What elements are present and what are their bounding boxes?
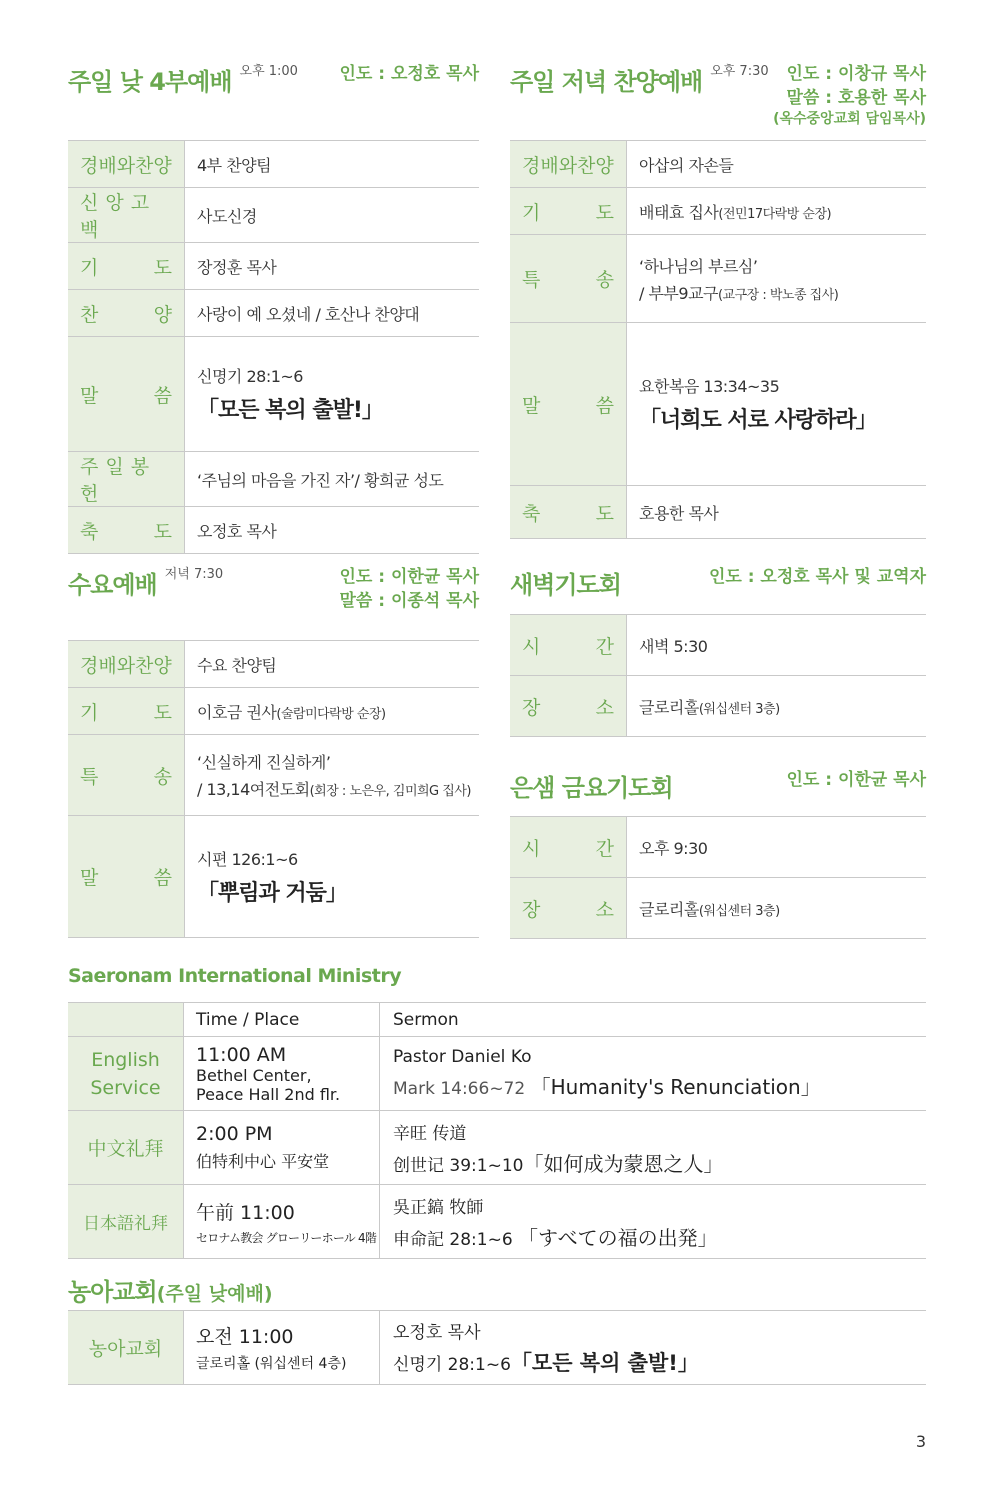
- sermon-title: 「모든 복의 출발!」: [510, 1351, 699, 1375]
- row-label: 시: [522, 635, 541, 658]
- section-title: 농아교회: [68, 1278, 157, 1306]
- row-label: 도: [153, 256, 172, 279]
- evening-heading: [510, 62, 769, 97]
- row-label: 씀: [153, 384, 172, 407]
- table-row: [68, 641, 479, 688]
- friday-section: [510, 768, 926, 940]
- table-row: [68, 507, 479, 554]
- page-number: 3: [915, 1432, 926, 1451]
- table-row: [68, 1037, 926, 1111]
- performer: / 13,14여전도회: [197, 780, 310, 799]
- row-label: 도: [153, 701, 172, 724]
- leader: 인도 : 이창규 목사: [786, 64, 926, 84]
- table-row: [510, 615, 926, 676]
- nonga-table: [68, 1310, 926, 1385]
- service-label: English: [91, 1048, 160, 1071]
- order-table: [68, 640, 479, 938]
- row-label: 기: [80, 256, 99, 279]
- scripture-ref: Mark 14:66~72: [393, 1079, 526, 1099]
- performer-note: (회장 : 노은우, 김미희G 집사): [309, 784, 471, 799]
- table-row: [510, 676, 926, 737]
- row-label: 말: [80, 867, 99, 889]
- row-label: 경배와찬양: [522, 154, 614, 177]
- row-value-note: (워십센터 3층): [698, 903, 780, 919]
- service-label: Service: [90, 1076, 161, 1099]
- service-place: セロナム教会 グローリーホール 4階: [196, 1230, 377, 1245]
- header-time-place: Time / Place: [184, 1003, 380, 1037]
- info-table: [510, 816, 926, 939]
- ministry-title: Saeronam International Ministry: [68, 965, 402, 987]
- row-label: 기: [80, 701, 99, 724]
- scripture-ref: 시편 126:1~6: [197, 849, 298, 869]
- row-label: 신앙고백: [80, 192, 157, 241]
- row-value: 글로리홀: [639, 899, 699, 919]
- row-value: 장정훈 목사: [185, 243, 480, 290]
- preacher: 오정호 목사: [393, 1323, 481, 1343]
- row-value: 사랑이 예 오셨네 / 호산나 찬양대: [185, 290, 480, 337]
- row-label: 씀: [153, 867, 172, 889]
- table-row: [68, 188, 479, 243]
- row-value: 오정호 목사: [185, 507, 480, 554]
- service-time: 오전 11:00: [196, 1326, 294, 1348]
- row-label: 기: [522, 201, 541, 224]
- table-row: [510, 235, 926, 323]
- row-label: 송: [595, 269, 614, 291]
- row-value: 아삽의 자손들: [627, 141, 927, 188]
- row-label: 송: [153, 765, 172, 788]
- info-table: [510, 614, 926, 737]
- nonga-heading: [68, 1272, 273, 1307]
- service-label: 농아교회: [68, 1311, 184, 1385]
- sunday4-section: [68, 62, 479, 542]
- preacher: Pastor Daniel Ko: [393, 1047, 532, 1067]
- service-time: 午前 11:00: [196, 1201, 295, 1224]
- leader-info: [339, 62, 479, 86]
- sermon-title: 「如何成为蒙恩之人」: [523, 1151, 724, 1176]
- service-time: 저녁 7:30: [164, 567, 224, 582]
- row-value: 4부 찬양팀: [185, 141, 480, 188]
- preacher-affiliation: (옥수중앙교회 담임목사): [773, 111, 926, 127]
- friday-heading: [510, 768, 673, 803]
- preacher: 吳正鎬 牧師: [393, 1197, 484, 1218]
- row-label: 도: [153, 520, 172, 543]
- scripture-ref: 신명기 28:1~6: [393, 1355, 511, 1375]
- table-row: [510, 323, 926, 486]
- row-label: 말: [522, 394, 541, 417]
- row-label: 축: [80, 520, 99, 543]
- row-label: 도: [595, 502, 614, 525]
- row-label: 장: [522, 696, 541, 719]
- table-row: [510, 486, 926, 539]
- sermon-title: 「뿌림과 거둠」: [197, 880, 347, 906]
- row-label: 장: [522, 898, 541, 921]
- service-time: 11:00 AM: [196, 1043, 287, 1066]
- section-title: 은샘 금요기도회: [510, 774, 673, 802]
- service-place: 글로리홀 (워십센터 4층): [196, 1356, 347, 1372]
- order-table: [68, 140, 479, 554]
- service-time: 2:00 PM: [196, 1123, 273, 1145]
- row-value: 호용한 목사: [627, 486, 927, 539]
- row-value: 글로리홀: [639, 697, 699, 717]
- row-label: 말: [80, 384, 99, 407]
- row-label: 특: [80, 765, 99, 788]
- table-row: [68, 735, 479, 816]
- scripture-ref: 요한복음 13:34~35: [639, 377, 780, 396]
- scripture-ref: 신명기 28:1~6: [197, 367, 303, 386]
- preacher: 말씀 : 호용한 목사: [786, 88, 926, 108]
- leader: 인도 : 이한균 목사: [786, 770, 926, 790]
- table-row: [68, 141, 479, 188]
- order-table: [510, 140, 926, 539]
- row-label: 찬: [80, 303, 99, 326]
- section-title: 수요예배: [68, 571, 157, 599]
- table-row: [510, 878, 926, 939]
- leader: 인도 : 오정호 목사 및 교역자: [708, 567, 926, 587]
- table-row: [510, 141, 926, 188]
- table-row: [510, 188, 926, 235]
- row-label: 경배와찬양: [80, 654, 172, 677]
- row-label: 간: [595, 837, 614, 860]
- row-label: 특: [522, 269, 541, 291]
- row-value-note: (술람미다락방 순장): [276, 706, 386, 722]
- service-label: 中文礼拜: [87, 1138, 164, 1160]
- row-value-note: (워십센터 3층): [698, 701, 780, 717]
- sermon-title: 「모든 복의 출발!」: [197, 398, 383, 423]
- sunday4-heading: [68, 62, 298, 97]
- row-label: 주일봉헌: [80, 456, 157, 505]
- dawn-heading: [510, 565, 621, 600]
- ministry-table: [68, 1002, 926, 1259]
- section-title: 주일 저녁 찬양예배: [510, 68, 703, 96]
- row-value: 새벽 5:30: [627, 615, 927, 676]
- leader: 인도 : 이한균 목사: [339, 567, 479, 587]
- dawn-section: [510, 565, 926, 740]
- row-label: 축: [522, 502, 541, 525]
- row-label: 양: [153, 303, 172, 326]
- section-subtitle: (주일 낮예배): [156, 1283, 273, 1305]
- leader-info: [709, 565, 926, 589]
- section-title: 새벽기도회: [510, 571, 621, 599]
- leader-info: [339, 565, 479, 613]
- performer-note: (교구장 : 박노종 집사): [717, 287, 839, 303]
- scripture-ref: 创世记 39:1~10: [393, 1155, 524, 1176]
- row-label: 간: [595, 635, 614, 658]
- row-label: 경배와찬양: [80, 154, 172, 177]
- table-row: [68, 452, 479, 507]
- special-song-title: ‘하나님의 부르심’: [639, 256, 758, 276]
- leader-info: [786, 768, 926, 792]
- service-time: 오후 7:30: [710, 64, 769, 79]
- header-sermon: Sermon: [380, 1003, 927, 1037]
- row-label: 씀: [595, 394, 614, 417]
- sermon-title: 「너희도 서로 사랑하라」: [639, 408, 877, 433]
- service-place: Peace Hall 2nd flr.: [196, 1084, 341, 1104]
- row-value: 사도신경: [185, 188, 480, 243]
- table-row: [510, 817, 926, 878]
- sermon-title: 「すべての福の出発」: [518, 1225, 718, 1250]
- special-song-title: ‘신실하게 진실하게’: [197, 753, 331, 772]
- scripture-ref: 申命記 28:1~6: [393, 1229, 513, 1250]
- wednesday-section: [68, 565, 479, 940]
- table-row: [68, 243, 479, 290]
- preacher: 말씀 : 이종석 목사: [339, 591, 479, 611]
- row-label: 소: [595, 696, 614, 719]
- section-title: 주일 낮 4부예배: [68, 68, 232, 96]
- preacher: 辛旺 传道: [393, 1123, 467, 1144]
- table-row: [68, 1111, 926, 1185]
- table-row: [68, 337, 479, 452]
- service-place: Bethel Center,: [196, 1065, 312, 1085]
- row-label: 소: [595, 898, 614, 921]
- sermon-title: 「Humanity's Renunciation」: [530, 1075, 821, 1099]
- performer: / 부부9교구: [639, 283, 718, 303]
- row-value: ‘주님의 마음을 가진 자’/ 황희균 성도: [185, 452, 480, 507]
- table-row: [68, 816, 479, 938]
- row-label: 시: [522, 837, 541, 860]
- table-row: [68, 290, 479, 337]
- wednesday-heading: [68, 565, 223, 600]
- service-place: 伯特利中心 平安堂: [196, 1152, 330, 1171]
- service-label: 日本語礼拜: [83, 1214, 168, 1234]
- row-label: 도: [595, 201, 614, 224]
- evening-section: [510, 62, 926, 542]
- table-row: [68, 688, 479, 735]
- table-row: [68, 1185, 926, 1259]
- row-value-note: (전민17다락방 순장): [718, 206, 832, 222]
- leader: 인도 : 오정호 목사: [339, 64, 479, 84]
- leader-info: [773, 62, 926, 128]
- row-value: 배태효 집사: [639, 202, 719, 222]
- table-row: [68, 1311, 926, 1385]
- table-header-row: [68, 1003, 926, 1037]
- row-value: 수요 찬양팀: [185, 641, 480, 688]
- service-time: 오후 1:00: [239, 64, 298, 79]
- row-value: 이호금 권사: [197, 702, 277, 722]
- row-value: 오후 9:30: [627, 817, 927, 878]
